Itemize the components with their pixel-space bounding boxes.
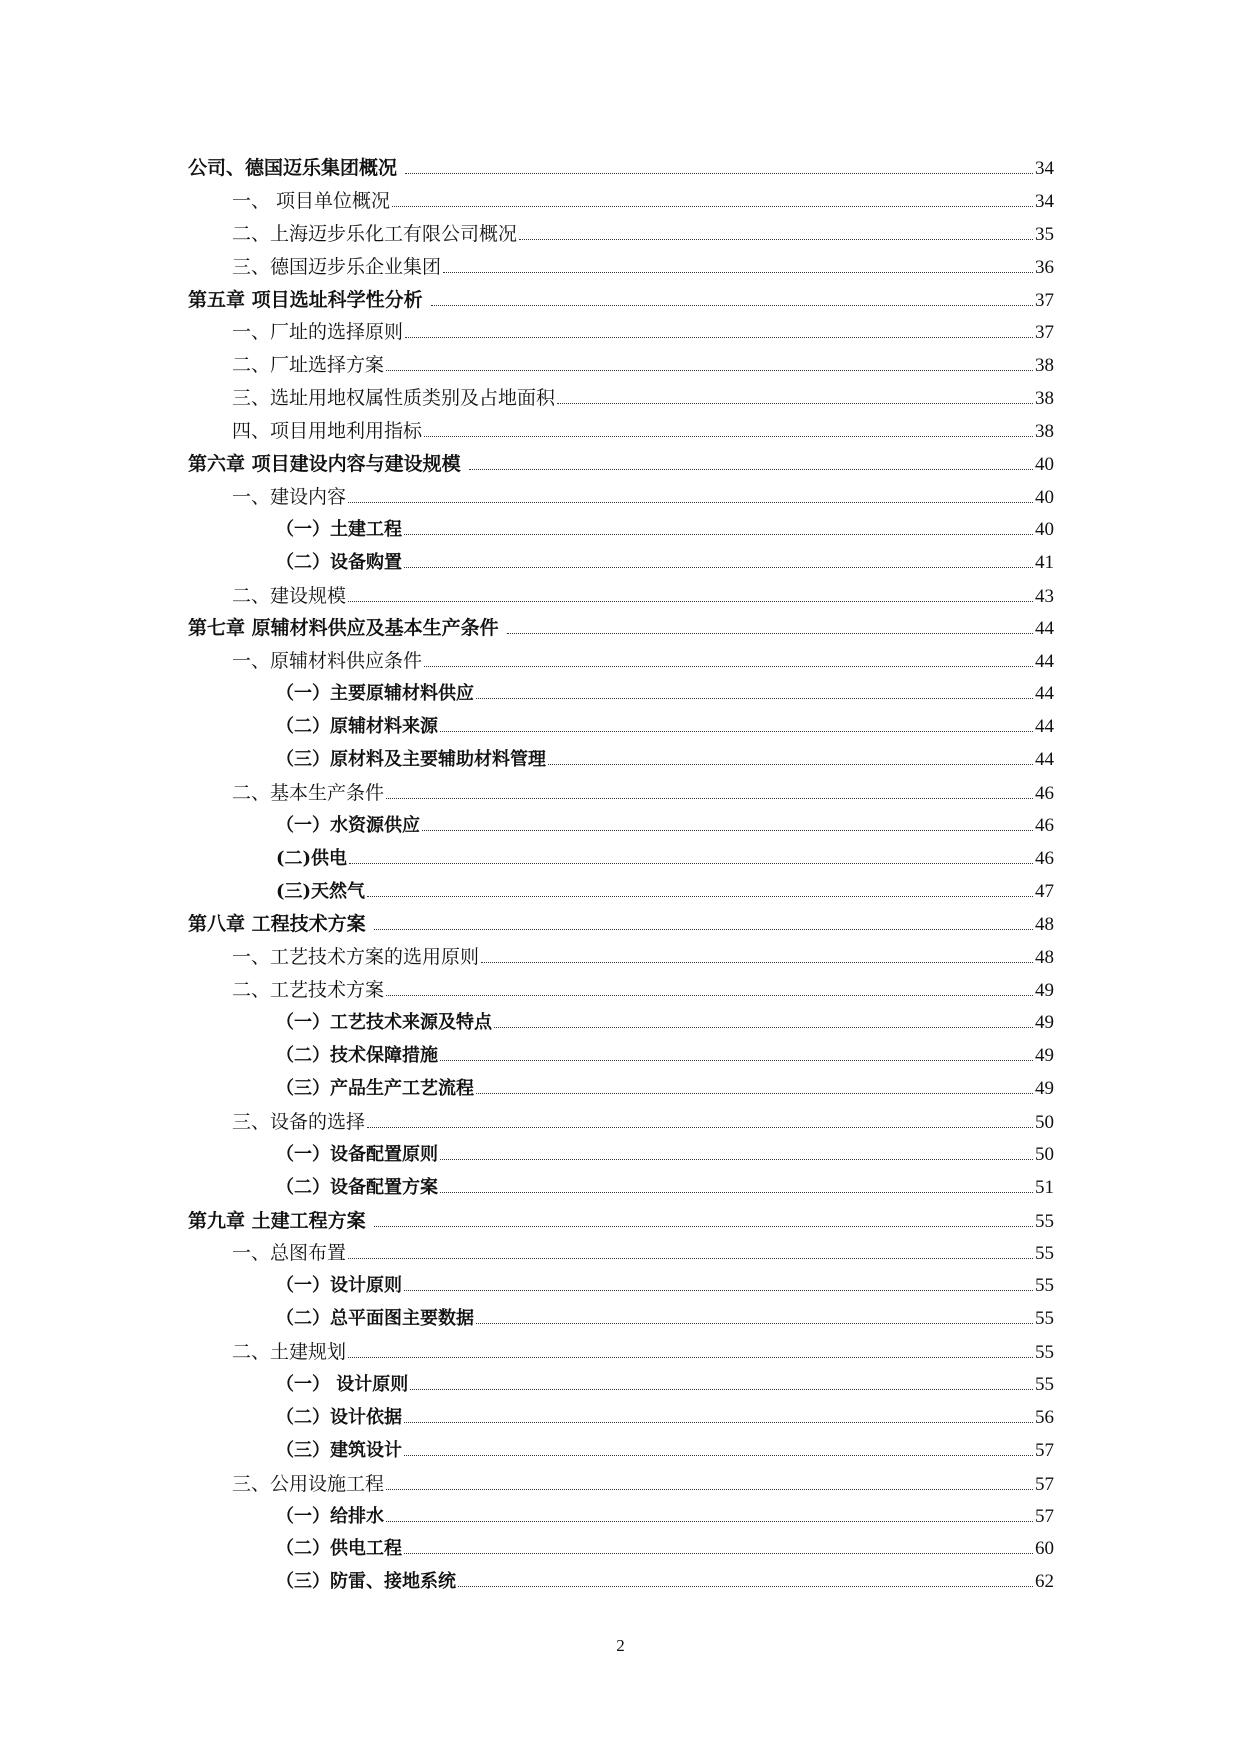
toc-entry-page-number: 50 (1035, 1143, 1054, 1165)
toc-entry-page-number: 44 (1035, 683, 1054, 705)
toc-entry-label: （一）主要原辅材料供应 (276, 683, 474, 705)
toc-entry-label: 四、项目用地利用指标 (232, 420, 423, 443)
toc-entry-page-number: 48 (1035, 947, 1054, 969)
toc-dot-leader (443, 272, 1033, 273)
toc-subsection-entry[interactable] (188, 678, 1054, 711)
toc-entry-label: （一）设备配置原则 (276, 1143, 438, 1165)
toc-dot-leader (374, 929, 1033, 930)
toc-entry-page-number: 49 (1035, 1077, 1054, 1099)
toc-entry-page-number: 49 (1035, 980, 1054, 1002)
toc-chapter-entry[interactable] (188, 612, 1054, 645)
toc-entry-page-number: 40 (1035, 518, 1054, 540)
toc-entry-page-number: 55 (1035, 1243, 1054, 1265)
toc-subsection-entry[interactable] (188, 547, 1054, 580)
toc-entry-page-number: 51 (1035, 1176, 1054, 1198)
toc-section-entry[interactable] (188, 941, 1054, 974)
toc-subsection-entry[interactable] (188, 711, 1054, 744)
toc-entry-label: 二、土建规划 (232, 1341, 347, 1364)
toc-entry-page-number: 44 (1035, 651, 1054, 673)
toc-entry-page-number: 44 (1035, 749, 1054, 771)
table-of-contents (188, 152, 1054, 1599)
toc-dot-leader (386, 995, 1033, 996)
toc-dot-leader (476, 698, 1033, 699)
toc-entry-page-number: 55 (1035, 1373, 1054, 1395)
toc-entry-label: 一、原辅材料供应条件 (232, 650, 423, 673)
toc-entry-label: （三）原材料及主要辅助材料管理 (276, 749, 546, 771)
toc-entry-page-number: 40 (1035, 486, 1054, 508)
toc-entry-page-number: 55 (1035, 1275, 1054, 1297)
toc-entry-page-number: 55 (1035, 1342, 1054, 1364)
toc-entry-page-number: 55 (1035, 1210, 1054, 1232)
toc-subsection-entry[interactable] (188, 1435, 1054, 1468)
toc-entry-page-number: 50 (1035, 1111, 1054, 1133)
toc-dot-leader (494, 1027, 1033, 1028)
toc-entry-page-number: 57 (1035, 1505, 1054, 1527)
toc-dot-leader (386, 1489, 1033, 1490)
toc-entry-page-number: 34 (1035, 158, 1054, 179)
toc-section-entry[interactable] (188, 415, 1054, 448)
toc-entry-label: 第五章 项目选址科学性分析 (188, 288, 423, 311)
toc-entry-page-number: 57 (1035, 1439, 1054, 1461)
toc-entry-label: 一、建设内容 (232, 485, 347, 508)
toc-dot-leader (476, 1323, 1033, 1324)
toc-subsection-entry[interactable] (188, 1007, 1054, 1040)
toc-section-entry[interactable] (188, 218, 1054, 251)
toc-dot-leader (469, 469, 1033, 470)
page-number: 2 (616, 1636, 625, 1655)
toc-entry-label: 二、工艺技术方案 (232, 979, 385, 1002)
toc-entry-page-number: 41 (1035, 551, 1054, 573)
toc-dot-leader (519, 239, 1033, 240)
toc-dot-leader (507, 633, 1033, 634)
toc-dot-leader (458, 1586, 1033, 1587)
toc-entry-page-number: 34 (1035, 190, 1054, 212)
toc-entry-label: 二、厂址选择方案 (232, 354, 385, 377)
toc-section-entry[interactable] (188, 580, 1054, 613)
toc-dot-leader (348, 1258, 1033, 1259)
toc-entry-label: （一）土建工程 (276, 518, 402, 540)
toc-dot-leader (431, 305, 1033, 306)
toc-dot-leader (349, 863, 1033, 864)
toc-subsection-entry[interactable] (188, 843, 1054, 876)
toc-entry-label: 第六章 项目建设内容与建设规模 (188, 453, 461, 476)
toc-entry-label: 三、设备的选择 (232, 1110, 366, 1133)
toc-dot-leader (404, 1455, 1033, 1456)
toc-chapter-entry[interactable] (188, 448, 1054, 481)
toc-section-entry[interactable] (188, 645, 1054, 678)
toc-section-entry[interactable] (188, 1468, 1054, 1501)
toc-subsection-entry[interactable] (188, 1566, 1054, 1599)
toc-subsection-entry[interactable] (188, 744, 1054, 777)
toc-dot-leader (440, 1060, 1033, 1061)
toc-dot-leader (440, 1192, 1033, 1193)
toc-entry-label: （一）水资源供应 (276, 814, 420, 836)
toc-entry-label: （二）设备配置方案 (276, 1176, 438, 1198)
toc-chapter-entry[interactable] (188, 152, 1054, 185)
toc-chapter-entry[interactable] (188, 1205, 1054, 1238)
toc-subsection-entry[interactable] (188, 1303, 1054, 1336)
toc-dot-leader (422, 830, 1033, 831)
toc-entry-label: （二）供电工程 (276, 1538, 402, 1560)
toc-entry-page-number: 44 (1035, 618, 1054, 640)
toc-entry-label: 第八章 工程技术方案 (188, 913, 366, 936)
toc-entry-page-number: 56 (1035, 1406, 1054, 1428)
toc-entry-page-number: 38 (1035, 388, 1054, 410)
toc-entry-label: （二）设计依据 (276, 1406, 402, 1428)
toc-dot-leader (386, 798, 1033, 799)
toc-entry-label: 一、厂址的选择原则 (232, 321, 404, 344)
toc-entry-page-number: 38 (1035, 421, 1054, 443)
toc-dot-leader (404, 1553, 1033, 1554)
toc-dot-leader (367, 1127, 1033, 1128)
toc-dot-leader (405, 173, 1033, 174)
toc-entry-label: (二)供电 (276, 847, 348, 869)
toc-dot-leader (348, 601, 1033, 602)
toc-entry-label: （三）产品生产工艺流程 (276, 1077, 474, 1099)
toc-entry-label: （二）技术保障措施 (276, 1045, 438, 1067)
toc-dot-leader (548, 764, 1033, 765)
toc-subsection-entry[interactable] (188, 1172, 1054, 1205)
toc-entry-label: 三、选址用地权属性质类别及占地面积 (232, 387, 556, 410)
toc-dot-leader (440, 731, 1033, 732)
toc-subsection-entry[interactable] (188, 810, 1054, 843)
toc-dot-leader (386, 1521, 1033, 1522)
toc-entry-page-number: 47 (1035, 880, 1054, 902)
toc-subsection-entry[interactable] (188, 876, 1054, 909)
toc-entry-label: 二、上海迈步乐化工有限公司概况 (232, 222, 518, 245)
toc-subsection-entry[interactable] (188, 1139, 1054, 1172)
toc-entry-label: 第七章 原辅材料供应及基本生产条件 (188, 617, 499, 640)
toc-entry-label: （二）设备购置 (276, 551, 402, 573)
toc-dot-leader (404, 1290, 1033, 1291)
toc-dot-leader (476, 1093, 1033, 1094)
toc-subsection-entry[interactable] (188, 1402, 1054, 1435)
toc-entry-page-number: 57 (1035, 1473, 1054, 1495)
toc-subsection-entry[interactable] (188, 1270, 1054, 1303)
toc-section-entry[interactable] (188, 382, 1054, 415)
toc-entry-label: 三、公用设施工程 (232, 1472, 385, 1495)
toc-entry-label: (三)天然气 (276, 880, 366, 902)
toc-entry-page-number: 38 (1035, 355, 1054, 377)
toc-dot-leader (481, 962, 1033, 963)
toc-section-entry[interactable] (188, 1106, 1054, 1139)
toc-subsection-entry[interactable] (188, 1040, 1054, 1073)
toc-entry-label: 第九章 土建工程方案 (188, 1209, 366, 1232)
toc-entry-label: 一、 项目单位概况 (232, 189, 391, 212)
toc-entry-page-number: 46 (1035, 847, 1054, 869)
toc-dot-leader (404, 1422, 1033, 1423)
toc-subsection-entry[interactable] (188, 1369, 1054, 1402)
toc-dot-leader (386, 370, 1033, 371)
toc-chapter-entry[interactable] (188, 284, 1054, 317)
toc-entry-label: 一、总图布置 (232, 1242, 347, 1265)
toc-dot-leader (424, 666, 1033, 667)
toc-section-entry[interactable] (188, 1336, 1054, 1369)
toc-dot-leader (410, 1389, 1033, 1390)
toc-dot-leader (405, 337, 1033, 338)
toc-subsection-entry[interactable] (188, 514, 1054, 547)
toc-section-entry[interactable] (188, 1237, 1054, 1270)
toc-entry-page-number: 60 (1035, 1538, 1054, 1560)
toc-entry-label: （一）工艺技术来源及特点 (276, 1012, 492, 1034)
toc-dot-leader (557, 403, 1033, 404)
toc-dot-leader (348, 502, 1033, 503)
toc-entry-label: 二、建设规模 (232, 584, 347, 607)
toc-entry-page-number: 49 (1035, 1045, 1054, 1067)
toc-entry-label: 一、工艺技术方案的选用原则 (232, 946, 480, 969)
toc-dot-leader (367, 896, 1033, 897)
toc-entry-page-number: 49 (1035, 1012, 1054, 1034)
toc-entry-label: （三）建筑设计 (276, 1439, 402, 1461)
toc-entry-label: （一） 设计原则 (276, 1373, 409, 1395)
toc-section-entry[interactable] (188, 974, 1054, 1007)
toc-entry-page-number: 43 (1035, 585, 1054, 607)
toc-entry-label: 公司、德国迈乐集团概况 (188, 157, 398, 179)
toc-entry-page-number: 37 (1035, 289, 1054, 311)
toc-section-entry[interactable] (188, 251, 1054, 284)
toc-entry-label: （三）防雷、接地系统 (276, 1571, 456, 1593)
toc-dot-leader (404, 534, 1033, 535)
toc-entry-page-number: 55 (1035, 1308, 1054, 1330)
toc-entry-page-number: 40 (1035, 454, 1054, 476)
toc-entry-label: 三、德国迈步乐企业集团 (232, 255, 442, 278)
toc-entry-label: 二、基本生产条件 (232, 781, 385, 804)
toc-entry-page-number: 46 (1035, 782, 1054, 804)
toc-section-entry[interactable] (188, 316, 1054, 349)
toc-entry-page-number: 35 (1035, 223, 1054, 245)
toc-dot-leader (374, 1226, 1033, 1227)
toc-entry-label: （二）总平面图主要数据 (276, 1308, 474, 1330)
toc-chapter-entry[interactable] (188, 908, 1054, 941)
toc-subsection-entry[interactable] (188, 1533, 1054, 1566)
toc-entry-page-number: 36 (1035, 256, 1054, 278)
toc-section-entry[interactable] (188, 777, 1054, 810)
toc-subsection-entry[interactable] (188, 1073, 1054, 1106)
toc-dot-leader (348, 1357, 1033, 1358)
toc-entry-page-number: 37 (1035, 322, 1054, 344)
toc-entry-label: （一）给排水 (276, 1505, 384, 1527)
toc-dot-leader (392, 206, 1033, 207)
toc-section-entry[interactable] (188, 349, 1054, 382)
toc-entry-page-number: 48 (1035, 914, 1054, 936)
toc-section-entry[interactable] (188, 481, 1054, 514)
toc-entry-page-number: 62 (1035, 1571, 1054, 1593)
toc-subsection-entry[interactable] (188, 1501, 1054, 1534)
toc-entry-label: （二）原辅材料来源 (276, 716, 438, 738)
toc-entry-label: （一）设计原则 (276, 1275, 402, 1297)
toc-section-entry[interactable] (188, 185, 1054, 218)
toc-entry-page-number: 46 (1035, 814, 1054, 836)
toc-dot-leader (404, 567, 1033, 568)
toc-dot-leader (440, 1159, 1033, 1160)
toc-dot-leader (424, 436, 1033, 437)
toc-entry-page-number: 44 (1035, 716, 1054, 738)
